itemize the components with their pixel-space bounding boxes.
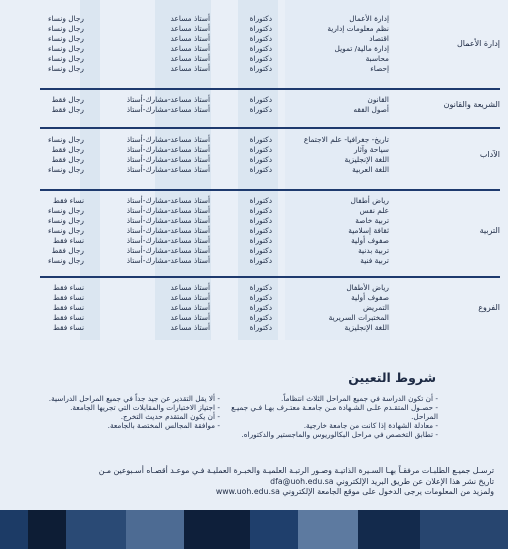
gender-cell: رجال ونساء bbox=[47, 206, 84, 215]
department-name: الآداب bbox=[479, 150, 500, 159]
specialty-cell: المختبرات السريرية bbox=[328, 313, 389, 322]
table-row bbox=[0, 165, 508, 175]
rank-cell: أستاذ مساعد-مشارك-أستاذ bbox=[126, 165, 210, 174]
department-section bbox=[0, 135, 508, 175]
degree-cell: دكتوراة bbox=[249, 293, 272, 302]
rank-cell: أستاذ مساعد-مشارك-أستاذ bbox=[126, 246, 210, 255]
gender-cell: رجال ونساء bbox=[47, 256, 84, 265]
bar-block bbox=[358, 510, 420, 549]
table-row bbox=[0, 216, 508, 226]
specialty-cell: ثقافة إسلامية bbox=[348, 226, 389, 235]
rank-cell: أستاذ مساعد bbox=[170, 34, 210, 43]
rank-cell: أستاذ مساعد bbox=[170, 283, 210, 292]
degree-cell: دكتوراة bbox=[249, 236, 272, 245]
gender-cell: رجال ونساء bbox=[47, 165, 84, 174]
specialty-cell: اللغة العربية bbox=[352, 165, 389, 174]
gender-cell: رجال ونساء bbox=[47, 54, 84, 63]
table-row bbox=[0, 54, 508, 64]
gender-cell: رجال فقط bbox=[51, 105, 84, 114]
condition-item: - حصـول المتقـدم علـى الشـهادة مـن جامعـة معتـرف بهـا فـي جميـع المراحل. bbox=[231, 403, 438, 421]
rank-cell: أستاذ مساعد-مشارك-أستاذ bbox=[126, 95, 210, 104]
footer-line bbox=[14, 487, 494, 498]
degree-cell: دكتوراة bbox=[249, 145, 272, 154]
condition-item: - ألا يقل التقدير عن جيد جداً في جميع المراحل الدراسية. bbox=[48, 394, 220, 403]
degree-cell: دكتوراة bbox=[249, 155, 272, 164]
application-instructions bbox=[14, 466, 494, 498]
rank-cell: أستاذ مساعد-مشارك-أستاذ bbox=[126, 196, 210, 205]
specialty-cell: تربية خاصة bbox=[355, 216, 389, 225]
gender-cell: رجال ونساء bbox=[47, 34, 84, 43]
degree-cell: دكتوراة bbox=[249, 54, 272, 63]
conditions-title: شروط التعيين bbox=[348, 370, 436, 385]
specialty-cell: محاسبة bbox=[365, 54, 389, 63]
specialty-cell: سياحة وآثار bbox=[353, 145, 389, 154]
gender-cell: رجال ونساء bbox=[47, 216, 84, 225]
rank-cell: أستاذ مساعد-مشارك-أستاذ bbox=[126, 256, 210, 265]
specialty-cell: تربية بدنية bbox=[358, 246, 389, 255]
specialty-cell: رياض الأطفال bbox=[346, 283, 389, 292]
footer-line bbox=[14, 477, 494, 488]
section-separator bbox=[40, 88, 500, 90]
specialty-cell: إدارة الأعمال bbox=[349, 14, 389, 23]
footer-line: ترسـل جميـع الطلبـات مرفقـاً بهـا السـيرة الذاتيـة وصـور الرتبـة العلميـة والخبـرة العمليـة فـي موعـد أقصـاه أسـبوعين مـن bbox=[98, 466, 494, 475]
gender-cell: نساء فقط bbox=[52, 236, 84, 245]
specialty-cell: نظم معلومات إدارية bbox=[327, 24, 389, 33]
degree-cell: دكتوراة bbox=[249, 34, 272, 43]
degree-cell: دكتوراة bbox=[249, 44, 272, 53]
gender-cell: نساء فقط bbox=[52, 313, 84, 322]
bar-block bbox=[126, 510, 184, 549]
condition-item: - اجتياز الاختبارات والمقابلات التي تجريها الجامعة. bbox=[70, 403, 220, 412]
department-section bbox=[0, 14, 508, 74]
table-row bbox=[0, 135, 508, 145]
degree-cell: دكتوراة bbox=[249, 216, 272, 225]
degree-cell: دكتوراة bbox=[249, 105, 272, 114]
degree-cell: دكتوراة bbox=[249, 226, 272, 235]
specialty-cell: اللغة الإنجليزية bbox=[344, 155, 389, 164]
table-row bbox=[0, 24, 508, 34]
specialty-cell: اللغة الإنجليزية bbox=[344, 323, 389, 332]
gender-cell: رجال فقط bbox=[51, 155, 84, 164]
gender-cell: رجال ونساء bbox=[47, 226, 84, 235]
rank-cell: أستاذ مساعد-مشارك-أستاذ bbox=[126, 145, 210, 154]
specialty-cell: تربية فنية bbox=[360, 256, 389, 265]
condition-item: - أن يكون المتقدم حديث التخرج. bbox=[120, 412, 220, 421]
specialty-cell: اقتصاد bbox=[369, 34, 389, 43]
rank-cell: أستاذ مساعد bbox=[170, 14, 210, 23]
table-row bbox=[0, 313, 508, 323]
table-row bbox=[0, 14, 508, 24]
website-link[interactable]: www.uoh.edu.sa bbox=[215, 487, 280, 496]
table-row bbox=[0, 323, 508, 333]
condition-item: - أن تكون الدراسة في جميع المراحل الثلاث انتظاماً. bbox=[281, 394, 438, 403]
specialty-cell: علم نفس bbox=[359, 206, 389, 215]
rank-cell: أستاذ مساعد bbox=[170, 24, 210, 33]
rank-cell: أستاذ مساعد bbox=[170, 54, 210, 63]
footer-text: تاريخ نشر هذا الإعلان عن طريق البريد الإلكتروني bbox=[336, 476, 494, 486]
department-section bbox=[0, 196, 508, 266]
rank-cell: أستاذ مساعد-مشارك-أستاذ bbox=[126, 226, 210, 235]
degree-cell: دكتوراة bbox=[249, 24, 272, 33]
bar-block bbox=[250, 510, 298, 549]
table-row bbox=[0, 196, 508, 206]
table-row bbox=[0, 64, 508, 74]
table-row bbox=[0, 293, 508, 303]
gender-cell: رجال ونساء bbox=[47, 24, 84, 33]
degree-cell: دكتوراة bbox=[249, 64, 272, 73]
degree-cell: دكتوراة bbox=[249, 14, 272, 23]
condition-item: - تطابق التخصص في مراحل البكالوريوس والماجستير والدكتوراه. bbox=[241, 430, 438, 439]
degree-cell: دكتوراة bbox=[249, 206, 272, 215]
table-row bbox=[0, 236, 508, 246]
gender-cell: رجال ونساء bbox=[47, 14, 84, 23]
rank-cell: أستاذ مساعد-مشارك-أستاذ bbox=[126, 135, 210, 144]
bar-block bbox=[184, 510, 250, 549]
rank-cell: أستاذ مساعد-مشارك-أستاذ bbox=[126, 105, 210, 114]
specialty-cell: التمريض bbox=[363, 303, 389, 312]
footer-text: ولمزيد من المعلومات يرجى الدخول على موقع الجامعة الإلكتروني bbox=[282, 487, 494, 496]
degree-cell: دكتوراة bbox=[249, 95, 272, 104]
specialty-cell: إدارة مالية/ تمويل bbox=[334, 44, 389, 53]
table-row bbox=[0, 206, 508, 216]
rank-cell: أستاذ مساعد-مشارك-أستاذ bbox=[126, 155, 210, 164]
bar-block bbox=[420, 510, 508, 549]
degree-cell: دكتوراة bbox=[249, 313, 272, 322]
department-name: إدارة الأعمال bbox=[456, 39, 500, 48]
department-section bbox=[0, 283, 508, 333]
rank-cell: أستاذ مساعد bbox=[170, 323, 210, 332]
rank-cell: أستاذ مساعد bbox=[170, 293, 210, 302]
table-row bbox=[0, 283, 508, 293]
department-name: التربية bbox=[479, 226, 500, 235]
bar-block bbox=[298, 510, 358, 549]
rank-cell: أستاذ مساعد bbox=[170, 313, 210, 322]
gender-cell: نساء فقط bbox=[52, 323, 84, 332]
section-separator bbox=[40, 127, 500, 129]
bar-block bbox=[66, 510, 126, 549]
gender-cell: رجال فقط bbox=[51, 246, 84, 255]
degree-cell: دكتوراة bbox=[249, 303, 272, 312]
gender-cell: رجال ونساء bbox=[47, 135, 84, 144]
rank-cell: أستاذ مساعد-مشارك-أستاذ bbox=[126, 236, 210, 245]
email-link[interactable]: dfa@uoh.edu.sa bbox=[270, 476, 334, 486]
degree-cell: دكتوراة bbox=[249, 323, 272, 332]
degree-cell: دكتوراة bbox=[249, 246, 272, 255]
gender-cell: رجال ونساء bbox=[47, 44, 84, 53]
gender-cell: نساء فقط bbox=[52, 196, 84, 205]
section-separator bbox=[40, 276, 500, 278]
table-row bbox=[0, 246, 508, 256]
rank-cell: أستاذ مساعد-مشارك-أستاذ bbox=[126, 206, 210, 215]
bar-block bbox=[28, 510, 66, 549]
degree-cell: دكتوراة bbox=[249, 196, 272, 205]
gender-cell: نساء فقط bbox=[52, 283, 84, 292]
section-separator bbox=[40, 189, 500, 191]
specialty-cell: صفوف أولية bbox=[351, 236, 389, 245]
condition-item: - موافقة المجالس المختصة بالجامعة. bbox=[107, 421, 220, 430]
specialty-cell: أصول الفقه bbox=[353, 105, 389, 114]
specialty-cell: تاريخ- جغرافيا- علم الاجتماع bbox=[303, 135, 389, 144]
gender-cell: رجال ونساء bbox=[47, 64, 84, 73]
gender-cell: رجال فقط bbox=[51, 145, 84, 154]
table-row bbox=[0, 256, 508, 266]
degree-cell: دكتوراة bbox=[249, 283, 272, 292]
department-name: الشريعة والقانون bbox=[443, 100, 500, 109]
specialty-cell: القانون bbox=[367, 95, 389, 104]
gender-cell: نساء فقط bbox=[52, 303, 84, 312]
degree-cell: دكتوراة bbox=[249, 256, 272, 265]
rank-cell: أستاذ مساعد-مشارك-أستاذ bbox=[126, 216, 210, 225]
rank-cell: أستاذ مساعد bbox=[170, 303, 210, 312]
specialty-cell: رياض أطفال bbox=[350, 196, 389, 205]
bar-block bbox=[0, 510, 28, 549]
gender-cell: رجال فقط bbox=[51, 95, 84, 104]
department-name: الفروع bbox=[478, 303, 500, 312]
specialty-cell: صفوف أولية bbox=[351, 293, 389, 302]
specialty-cell: إحصاء bbox=[370, 64, 389, 73]
rank-cell: أستاذ مساعد bbox=[170, 44, 210, 53]
department-section bbox=[0, 95, 508, 115]
condition-item: - معادلة الشهادة إذا كانت من جامعة خارجية. bbox=[303, 421, 438, 430]
degree-cell: دكتوراة bbox=[249, 135, 272, 144]
rank-cell: أستاذ مساعد bbox=[170, 64, 210, 73]
gender-cell: نساء فقط bbox=[52, 293, 84, 302]
decorative-color-bar bbox=[0, 510, 508, 549]
degree-cell: دكتوراة bbox=[249, 165, 272, 174]
